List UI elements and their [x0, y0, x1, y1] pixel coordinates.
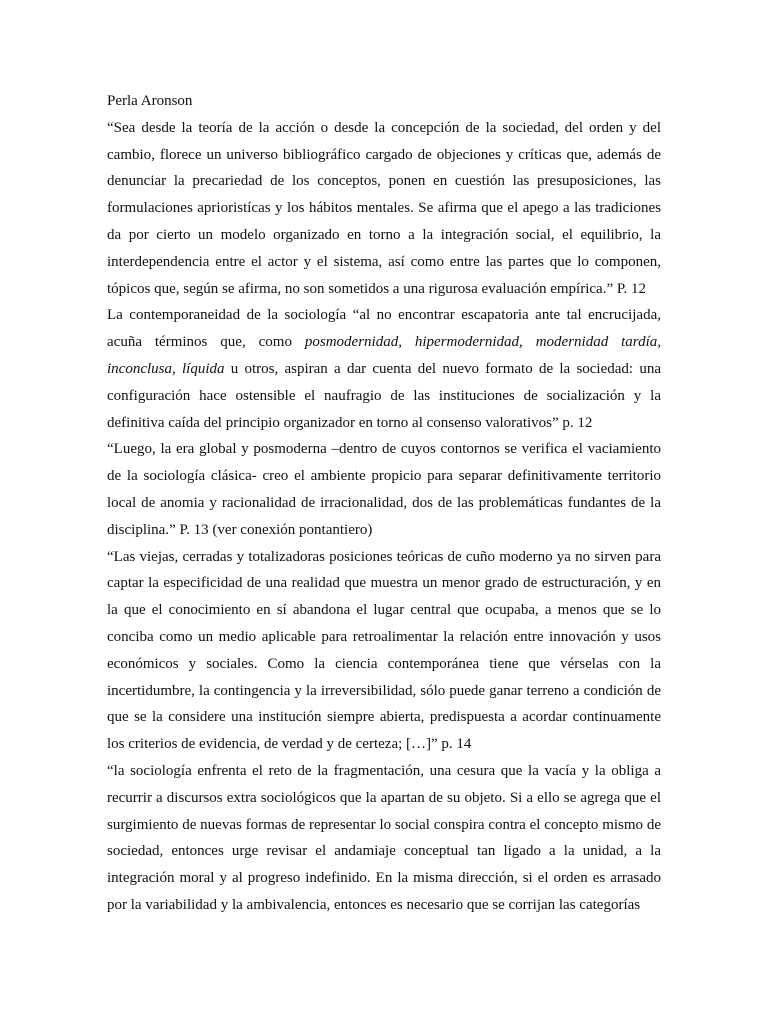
quote-paragraph-5: “la sociología enfrenta el reto de la fragmentación, una cesura que la vacía y la obliga a recurrir a discursos extra sociológicos que la apartan de su objeto. Si a ello se agrega que el surgimiento de nuevas formas de representar lo social conspira contra el concepto mismo de sociedad, entonces urge revisar el andamiaje conceptual tan ligado a la unidad, a la integración moral y al progreso indefinido. En la misma dirección, si el orden es arrasado por la variabilidad y la ambivalencia, entonces es necesario que se corrijan las categorías: [107, 762, 661, 913]
author-name: Perla Aronson: [107, 93, 193, 109]
quote-paragraph-4: “Las viejas, cerradas y totalizadoras posiciones teóricas de cuño moderno ya no sirven para captar la especificidad de una realidad que muestra un menor grado de estructuración, y en la que el conocimiento en sí abandona el lugar central que ocupaba, a menos que se lo conciba como un medio aplicable para retroalimentar la relación entre innovación y usos económicos y sociales. Como la ciencia contemporánea tiene que vérselas con la incertidumbre, la contingencia y la irreversibilidad, sólo puede ganar terreno a condición de que se la considere una institución siempre abierta, predispuesta a acordar continuamente los criterios de evidencia, de verdad y de certeza; […]” p. 14: [107, 548, 661, 753]
quote-paragraph-2: [107, 302, 661, 436]
quote-paragraph-1: “Sea desde la teoría de la acción o desde la concepción de la sociedad, del orden y del cambio, florece un universo bibliográfico cargado de objeciones y críticas que, además de denunciar la precariedad de los conceptos, ponen en cuestión las presuposiciones, las formulaciones aprioristícas y los hábitos mentales. Se afirma que el apego a las tradiciones da por cierto un modelo organizado en torno a la integración social, el equilibrio, la interdependencia entre el actor y el sistema, así como entre las partes que lo componen, tópicos que, según se afirma, no son sometidos a una rigurosa evaluación empírica.” P. 12: [107, 119, 661, 297]
quote-paragraph-2-italic-terms: posmodernidad, hipermodernidad, modernidad tardía, inconclusa, líquida: [107, 334, 662, 377]
quote-paragraph-2-after: u otros, aspiran a dar cuenta del nuevo formato de la sociedad: una configuración hace ostensible el naufragio de las instituciones de socialización y la definitiva caída del principio organizador en torno al consenso valorativos” p. 12: [107, 360, 661, 431]
quote-paragraph-2-before: La contemporaneidad de la sociología “al no encontrar escapatoria ante tal encrucijada, acuña términos que, como: [107, 307, 661, 351]
quote-paragraph-3: “Luego, la era global y posmoderna –dentro de cuyos contornos se verifica el vaciamiento de la sociología clásica- creo el ambiente propicio para separar definitivamente territorio local de anomia y racionalidad de irracionalidad, dos de las problemáticas fundantes de la disciplina.” P. 13 (ver conexión pontantiero): [107, 441, 661, 538]
document-page: [107, 88, 661, 919]
